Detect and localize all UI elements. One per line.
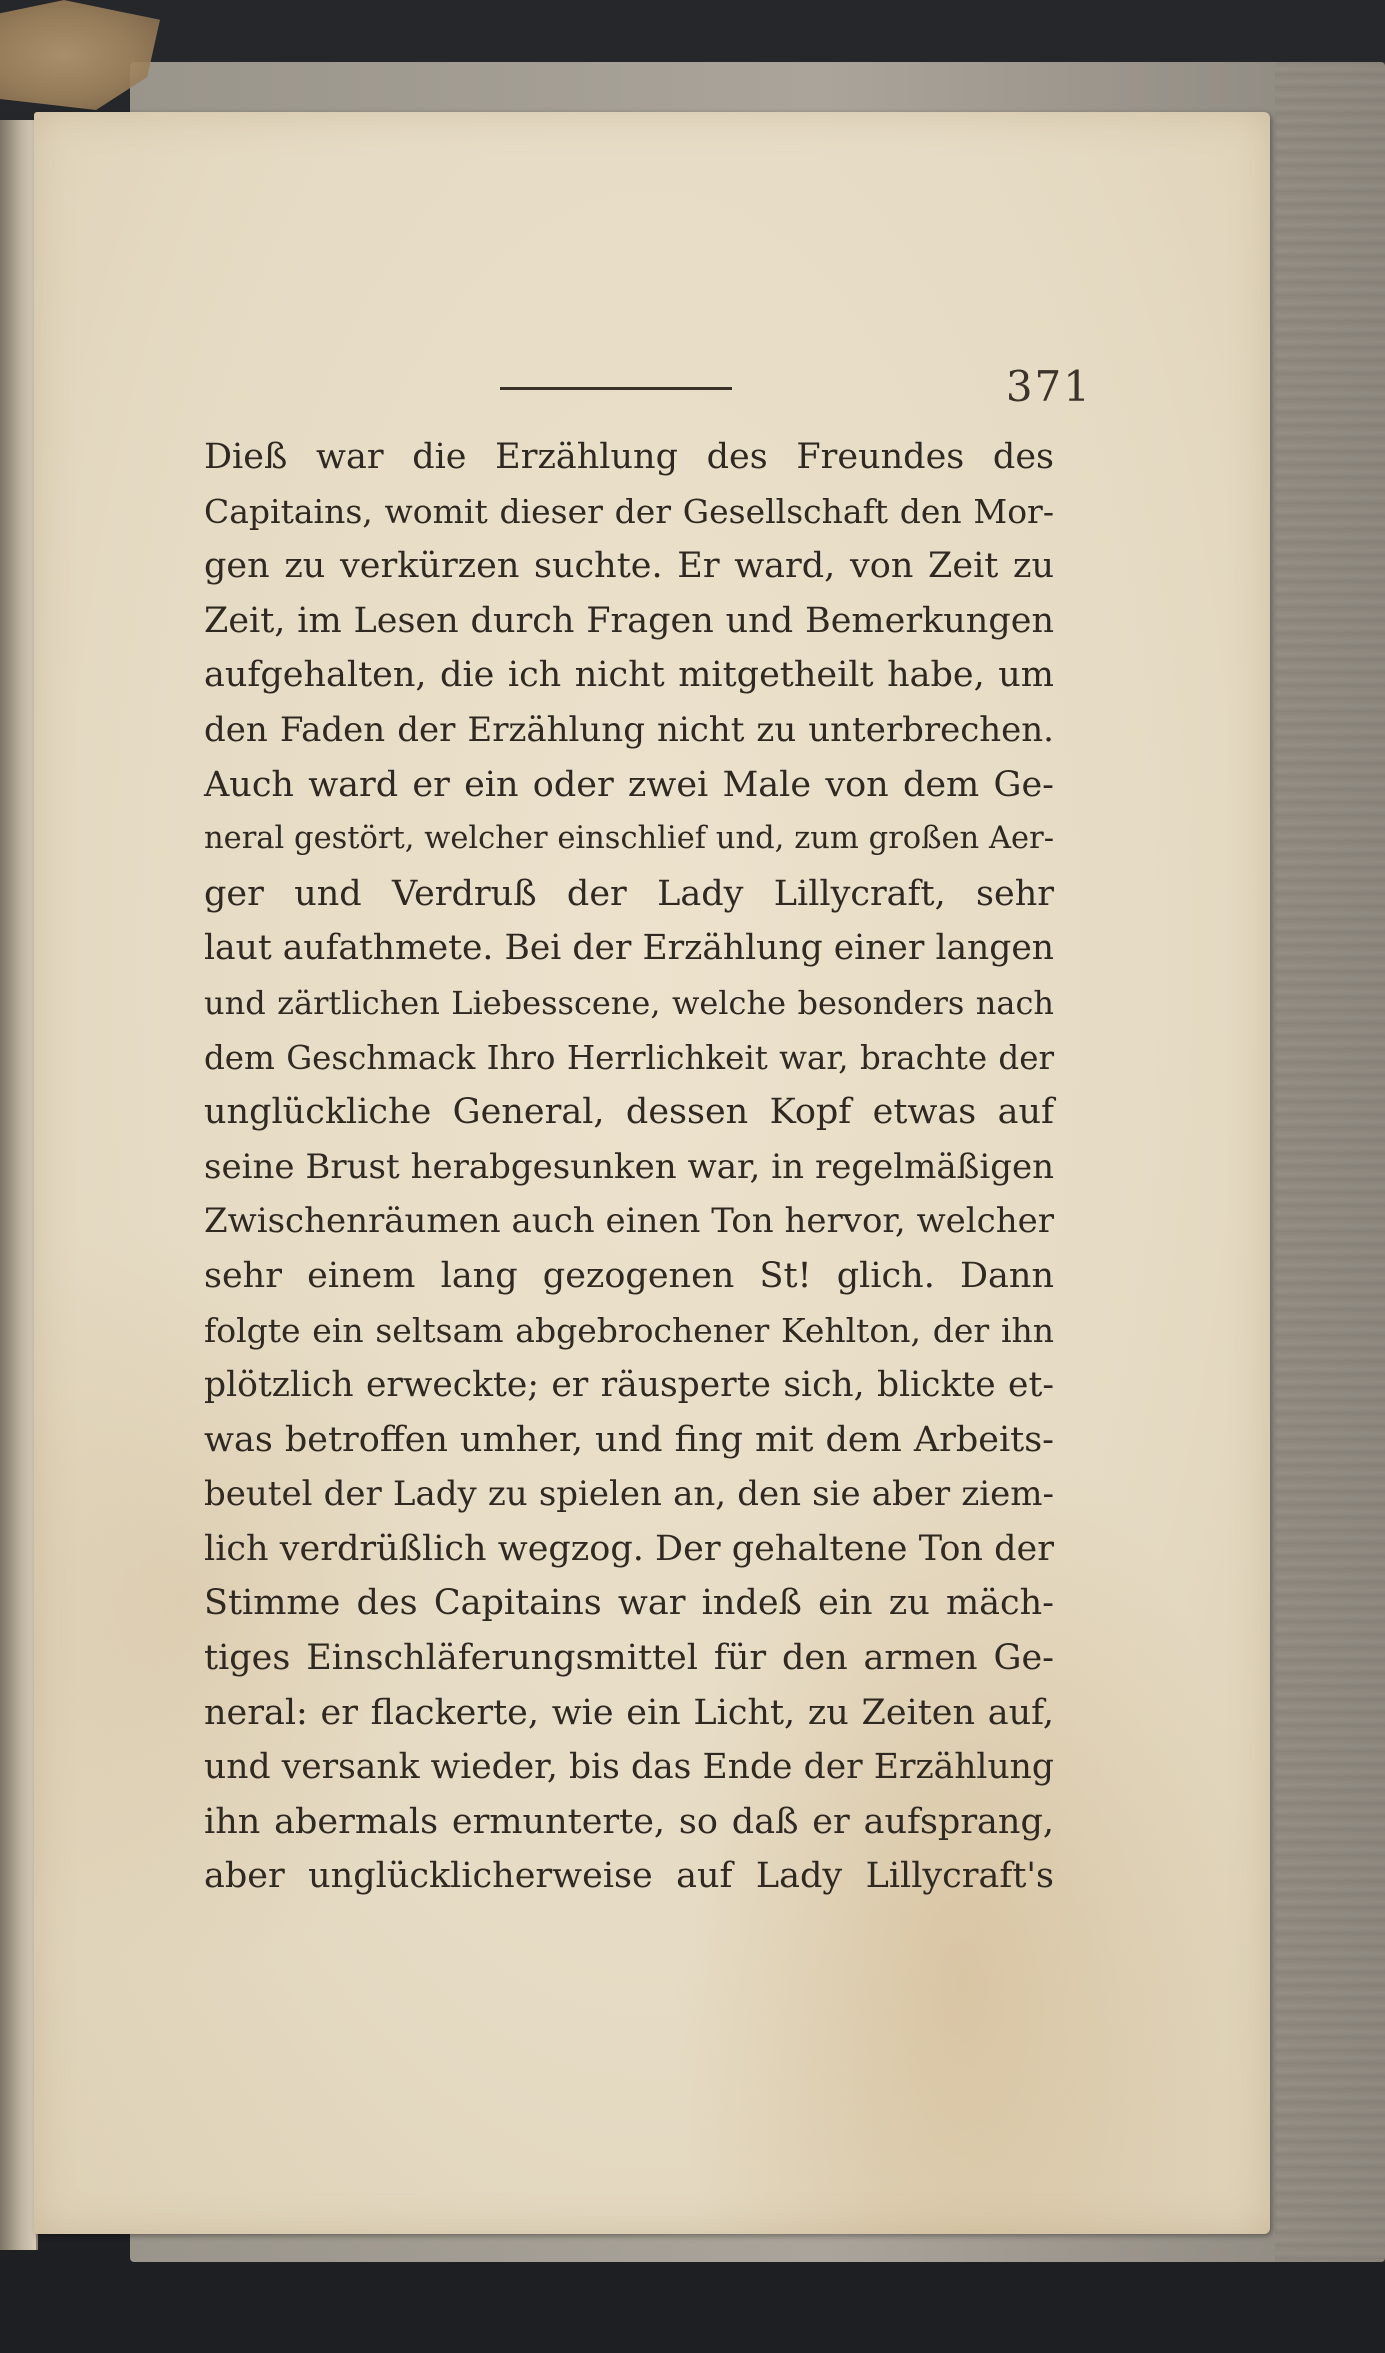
text-line: unglückliche General, dessen Kopf etwas auf	[204, 1092, 1054, 1133]
text-line: Capitains, womit dieser der Gesellschaft den Mor-	[204, 491, 1054, 531]
body-text	[204, 430, 1054, 1904]
text-line: tiges Einschläferungsmittel für den armen Ge-	[204, 1638, 1054, 1679]
text-line: aber unglücklicherweise auf Lady Lillycraft's	[204, 1856, 1054, 1897]
book-page	[34, 112, 1270, 2234]
text-line: beutel der Lady zu spielen an, den sie aber ziem-	[204, 1474, 1054, 1515]
text-line: lich verdrüßlich wegzog. Der gehaltene Ton der	[204, 1528, 1054, 1569]
text-line: neral gestört, welcher einschlief und, zum großen Aer-	[204, 821, 1054, 857]
text-line: und versank wieder, bis das Ende der Erzählung	[204, 1747, 1054, 1788]
text-line: folgte ein seltsam abgebrochener Kehlton, der ihn	[204, 1310, 1054, 1350]
text-line: dem Geschmack Ihro Herrlichkeit war, brachte der	[204, 1038, 1054, 1077]
text-line: sehr einem lang gezogenen St! glich. Dann	[204, 1255, 1054, 1296]
text-line: Zwischenräumen auch einen Ton hervor, welcher	[204, 1201, 1054, 1242]
text-line: seine Brust herabgesunken war, in regelmäßigen	[204, 1146, 1054, 1187]
text-line: Stimme des Capitains war indeß ein zu mäch-	[204, 1583, 1054, 1624]
text-line: den Faden der Erzählung nicht zu unterbrechen.	[204, 709, 1054, 750]
page-number: 371	[1005, 362, 1092, 411]
header-rule	[500, 387, 732, 390]
text-line: und zärtlichen Liebesscene, welche besonders nach	[204, 983, 1054, 1022]
text-line: Zeit, im Lesen durch Fragen und Bemerkungen	[204, 600, 1054, 641]
text-line: Dieß war die Erzählung des Freundes des	[204, 437, 1054, 477]
text-line: Auch ward er ein oder zwei Male von dem Ge-	[204, 764, 1054, 805]
text-line: was betroffen umher, und fing mit dem Arbeits-	[204, 1419, 1054, 1460]
text-line: gen zu verkürzen suchte. Er ward, von Zeit zu	[204, 546, 1054, 587]
text-line: aufgehalten, die ich nicht mitgetheilt habe, um	[204, 655, 1054, 696]
text-line: plötzlich erweckte; er räusperte sich, blickte et-	[204, 1365, 1054, 1406]
text-line: ger und Verdruß der Lady Lillycraft, sehr	[204, 873, 1054, 914]
text-line: ihn abermals ermunterte, so daß er aufsprang,	[204, 1801, 1054, 1842]
book-spine-edge	[0, 120, 38, 2250]
text-line: laut aufathmete. Bei der Erzählung einer langen	[204, 928, 1054, 969]
text-line: neral: er flackerte, wie ein Licht, zu Zeiten auf,	[204, 1692, 1054, 1733]
